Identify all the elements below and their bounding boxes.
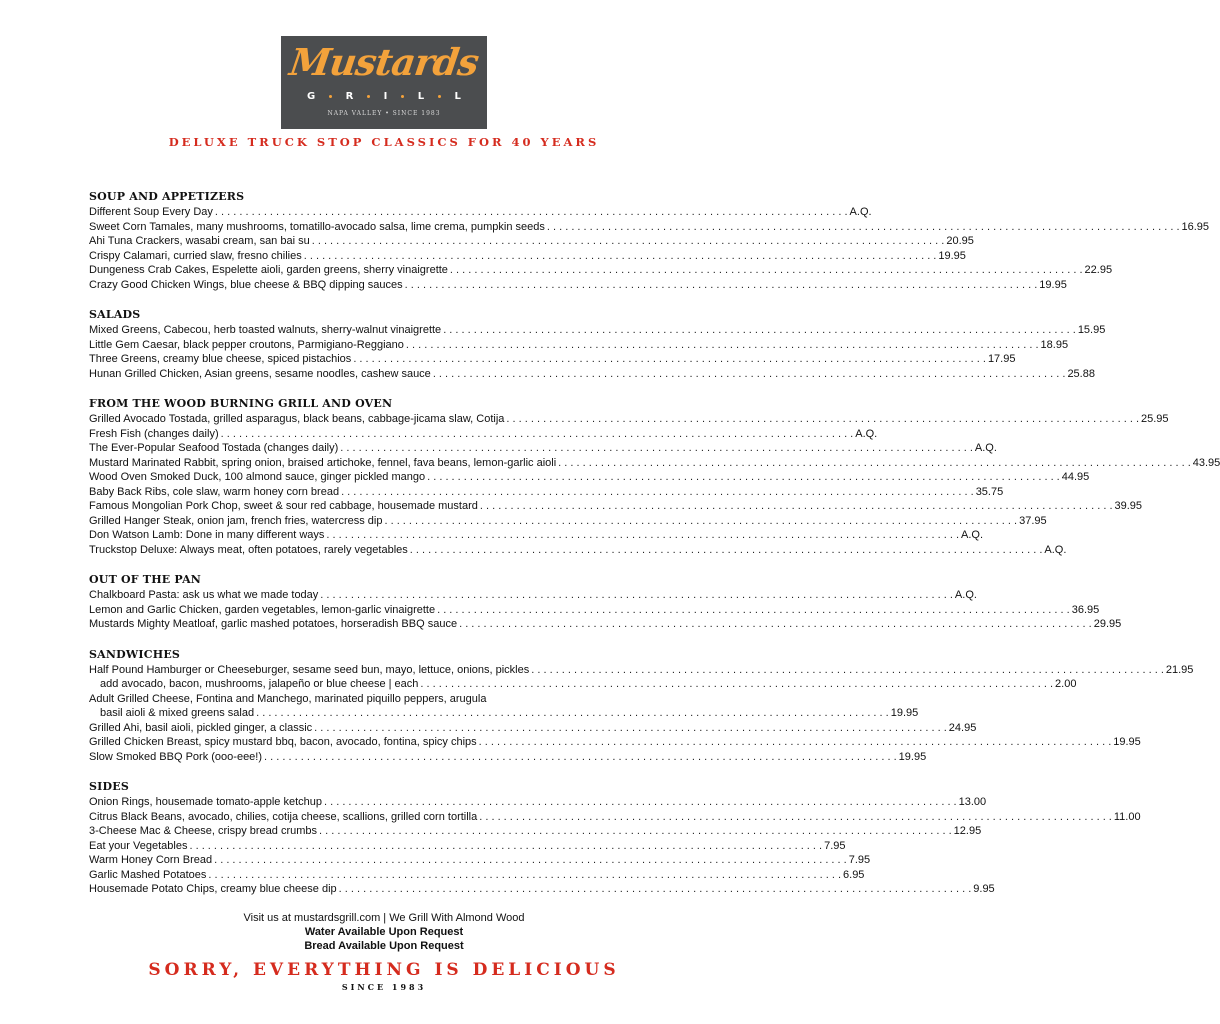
menu-item: [89, 205, 872, 220]
menu-item-price: 18.95: [1040, 338, 1069, 351]
dot-leader: [477, 810, 1114, 825]
menu-item-name: Half Pound Hamburger or Cheeseburger, sesame seed bun, mayo, lettuce, onions, pickles: [89, 663, 530, 676]
dot-leader: [382, 514, 1019, 529]
menu-item: [89, 663, 1194, 678]
section-title: FROM THE WOOD BURNING GRILL AND OVEN: [89, 397, 393, 410]
menu-item: [89, 528, 984, 543]
menu-item: [89, 249, 966, 264]
dot-leader: [310, 234, 947, 249]
menu-item: [89, 412, 1169, 427]
menu-item-name: Different Soup Every Day: [89, 206, 213, 218]
menu-item-name: Fresh Fish (changes daily): [89, 427, 219, 440]
menu-item-price: 19.95: [938, 249, 966, 262]
menu-section: [89, 189, 1210, 292]
menu-item: [89, 839, 846, 854]
dot-leader: [219, 427, 856, 442]
menu-section: [89, 779, 1141, 897]
menu-item-price: 9.95: [973, 883, 995, 895]
menu-item-price: 25.95: [1141, 413, 1169, 425]
menu-item: [89, 750, 927, 765]
section-title: SANDWICHES: [89, 647, 181, 661]
menu-item-price: 20.95: [946, 235, 974, 247]
menu-item-name: Mustard Marinated Rabbit, spring onion, braised artichoke, fennel, fava beans, lemon-garlic aioli: [89, 456, 557, 469]
menu-item: [89, 338, 1069, 353]
dot-leader: [206, 868, 843, 883]
menu-item-price: A.Q.: [961, 529, 984, 541]
menu-item-price: 19.95: [1113, 736, 1141, 748]
menu-item: [89, 352, 1016, 367]
menu-item-price: 39.95: [1114, 500, 1143, 512]
menu-item-price: A.Q.: [849, 206, 872, 218]
logo-letter: L: [417, 91, 425, 102]
menu-item: [89, 543, 1067, 558]
menu-item-name: Mustards Mighty Meatloaf, garlic mashed potatoes, horseradish BBQ sauce: [89, 618, 458, 630]
menu-item-name: Mixed Greens, Cabecou, herb toasted walnuts, sherry-walnut vinaigrette: [89, 324, 442, 336]
menu-section: [89, 307, 1106, 381]
logo-letter: G: [307, 91, 316, 102]
logo-script-text: Mustards: [286, 40, 482, 84]
since-line: SINCE 1983: [341, 982, 427, 992]
menu-item-price: A.Q.: [954, 589, 977, 601]
dot-leader: [404, 338, 1041, 353]
visit-line: Visit us at mustardsgrill.com | We Grill With Almond Wood: [243, 912, 525, 924]
menu-item: [89, 735, 1141, 750]
menu-item: [89, 499, 1143, 514]
menu-item-name: Chalkboard Pasta: ask us what we made today: [89, 589, 319, 601]
menu-item-price: 44.95: [1061, 471, 1090, 483]
menu-item-name: Adult Grilled Cheese, Fontina and Manchego, marinated piquillo peppers, arugula: [89, 692, 487, 705]
section-title: SOUP AND APPETIZERS: [89, 190, 245, 203]
menu-item-name: The Ever-Popular Seafood Tostada (changes daily): [89, 442, 339, 454]
menu-item: [89, 721, 977, 736]
footer-notes: [0, 911, 768, 953]
dot-leader: [478, 499, 1115, 514]
menu-item: [89, 441, 997, 456]
menu-item: [89, 677, 1077, 692]
dot-leader: [262, 750, 899, 765]
menu-item-name: Grilled Ahi, basil aioli, pickled ginger, a classic: [89, 721, 313, 734]
dot-leader: [529, 663, 1166, 678]
menu-item-price: 36.95: [1071, 603, 1100, 616]
menu-item-price: 7.95: [824, 839, 846, 852]
menu-item-name: Sweet Corn Tamales, many mushrooms, tomatillo-avocado salsa, lime crema, pumpkin seeds: [89, 220, 545, 233]
menu-item-price: 22.95: [1084, 264, 1113, 276]
menu-item-price: 19.95: [890, 707, 919, 719]
menu-item: [89, 824, 982, 839]
menu-item-name: Wood Oven Smoked Duck, 100 almond sauce, ginger pickled mango: [89, 471, 426, 483]
menu-item-price: 11.00: [1113, 810, 1141, 823]
menu-item-name: Housemade Potato Chips, creamy blue cheese dip: [89, 883, 337, 895]
dot-leader: [212, 853, 849, 868]
dot-leader: [431, 367, 1068, 382]
dot-leader: [556, 456, 1193, 471]
menu-item: [89, 234, 974, 249]
menu-item-price: 12.95: [953, 825, 982, 837]
menu-item-price: 15.95: [1077, 324, 1106, 336]
dot-leader: [324, 528, 961, 543]
menu-item: [89, 278, 1067, 293]
logo-dot: [367, 95, 370, 98]
menu-item-price: 24.95: [948, 721, 977, 734]
menu-item-price: 6.95: [843, 868, 865, 881]
dot-leader: [403, 278, 1040, 293]
menu-body: [89, 189, 1220, 912]
menu-item-name: add avocado, bacon, mushrooms, jalapeño or blue cheese | each: [100, 678, 419, 690]
logo-dot: [401, 95, 404, 98]
menu-item-price: A.Q.: [855, 427, 878, 440]
menu-item-name: Warm Honey Corn Bread: [89, 854, 213, 866]
dot-leader: [302, 249, 939, 264]
logo-tagline: NAPA VALLEY • SINCE 1983: [327, 110, 441, 117]
menu-item: [89, 220, 1210, 235]
menu-item-name: Citrus Black Beans, avocado, chilies, cotija cheese, scallions, grilled corn tortilla: [89, 810, 478, 823]
logo-letter: R: [345, 91, 354, 102]
menu-item-name: Crispy Calamari, curried slaw, fresno chilies: [89, 249, 302, 262]
menu-item: [89, 263, 1113, 278]
menu-item-name: Garlic Mashed Potatoes: [89, 868, 207, 881]
menu-item: [89, 427, 878, 442]
menu-item-price: 19.95: [898, 750, 927, 763]
page-tagline: DELUXE TRUCK STOP CLASSICS FOR 40 YEARS: [168, 135, 600, 149]
section-title: OUT OF THE PAN: [89, 573, 202, 586]
menu-item-price: A.Q.: [1044, 543, 1067, 556]
dot-leader: [254, 706, 891, 721]
section-title: SIDES: [89, 780, 129, 793]
water-note: Water Available Upon Request: [304, 926, 464, 938]
menu-item-name: Three Greens, creamy blue cheese, spiced pistachios: [89, 353, 352, 365]
dot-leader: [418, 677, 1055, 692]
menu-item: [89, 882, 995, 897]
menu-item-name: Little Gem Caesar, black pepper croutons, Parmigiano-Reggiano: [89, 338, 404, 351]
logo-letter: L: [454, 91, 461, 102]
menu-item-name: Onion Rings, housemade tomato-apple ketchup: [89, 796, 322, 808]
menu-item-price: 7.95: [848, 854, 871, 866]
menu-item: [89, 795, 987, 810]
menu-item-name: 3-Cheese Mac & Cheese, crispy bread crumbs: [89, 825, 318, 837]
menu-item: [89, 456, 1220, 471]
menu-item-name: Grilled Chicken Breast, spicy mustard bbq, bacon, avocado, fontina, spicy chips: [89, 736, 477, 748]
logo-dot: [438, 95, 441, 98]
menu-item: [89, 603, 1100, 618]
menu-item-price: 29.95: [1093, 618, 1122, 630]
dot-leader: [457, 617, 1094, 632]
menu-item: [89, 853, 871, 868]
menu-item-price: 25.88: [1067, 367, 1095, 380]
dot-leader: [545, 220, 1182, 235]
menu-item-price: 13.00: [958, 796, 987, 808]
menu-item-name: Don Watson Lamb: Done in many different ways: [89, 529, 325, 541]
menu-item-name: Truckstop Deluxe: Always meat, often potatoes, rarely vegetables: [89, 543, 408, 556]
menu-item-name: Lemon and Garlic Chicken, garden vegetables, lemon-garlic vinaigrette: [89, 603, 436, 616]
menu-item-name: basil aioli & mixed greens salad: [100, 707, 255, 719]
logo-grill-word: [307, 91, 461, 102]
menu-item-name: Baby Back Ribs, cole slaw, warm honey corn bread: [89, 485, 340, 498]
menu-item-price: 2.00: [1055, 678, 1077, 690]
menu-item: [89, 868, 865, 883]
menu-item: [89, 323, 1106, 338]
menu-item: [89, 810, 1141, 825]
menu-item-price: 35.75: [975, 485, 1004, 498]
section-title: SALADS: [89, 308, 141, 321]
menu-item-name: Eat your Vegetables: [89, 839, 188, 852]
menu-item-name: Grilled Hanger Steak, onion jam, french fries, watercress dip: [89, 514, 383, 527]
menu-item-name: Slow Smoked BBQ Pork (ooo-eee!): [89, 750, 263, 763]
menu-item-price: 21.95: [1165, 663, 1194, 676]
menu-item-price: 19.95: [1039, 278, 1067, 291]
menu-item: [89, 692, 674, 707]
dot-leader: [448, 263, 1085, 278]
menu-item: [89, 706, 919, 721]
dot-leader: [408, 543, 1045, 558]
dot-leader: [504, 412, 1141, 427]
dot-leader: [339, 485, 976, 500]
dot-leader: [187, 839, 824, 854]
menu-item-name: Dungeness Crab Cakes, Espelette aioli, garden greens, sherry vinaigrette: [89, 264, 448, 276]
dot-leader: [351, 352, 988, 367]
menu-section: [89, 572, 1122, 632]
dot-leader: [435, 603, 1072, 618]
menu-item: [89, 514, 1047, 529]
menu-item-price: 17.95: [987, 353, 1016, 365]
dot-leader: [318, 588, 955, 603]
menu-item-price: 16.95: [1181, 220, 1210, 233]
menu-item-name: Famous Mongolian Pork Chop, sweet & sour red cabbage, housemade mustard: [89, 500, 478, 512]
dot-leader: [441, 323, 1078, 338]
bread-note: Bread Available Upon Request: [304, 940, 464, 952]
dot-leader: [213, 205, 850, 220]
menu-item: [89, 367, 1095, 382]
dot-leader: [317, 824, 954, 839]
menu-item: [89, 617, 1122, 632]
closing-slogan: SORRY, EVERYTHING IS DELICIOUS: [148, 960, 620, 980]
menu-item-name: Ahi Tuna Crackers, wasabi cream, san bai su: [89, 235, 310, 247]
dot-leader: [477, 735, 1114, 750]
menu-item-name: Hunan Grilled Chicken, Asian greens, sesame noodles, cashew sauce: [89, 367, 431, 380]
dot-leader: [338, 441, 975, 456]
menu-section: [89, 396, 1220, 557]
dot-leader: [312, 721, 949, 736]
menu-item-price: 37.95: [1019, 514, 1047, 527]
dot-leader: [337, 882, 974, 897]
logo-dot: [329, 95, 332, 98]
menu-item-price: 43.95: [1192, 456, 1220, 469]
menu-item: [89, 470, 1090, 485]
restaurant-logo: [281, 36, 487, 129]
dot-leader: [322, 795, 959, 810]
dot-leader: [425, 470, 1062, 485]
menu-item-name: Grilled Avocado Tostada, grilled asparagus, black beans, cabbage-jicama slaw, Cotija: [89, 413, 505, 425]
menu-item: [89, 485, 1004, 500]
menu-section: [89, 647, 1194, 765]
logo-letter: I: [383, 91, 388, 102]
menu-item: [89, 588, 977, 603]
menu-item-price: A.Q.: [974, 442, 997, 454]
menu-item-name: Crazy Good Chicken Wings, blue cheese & BBQ dipping sauces: [89, 278, 403, 291]
